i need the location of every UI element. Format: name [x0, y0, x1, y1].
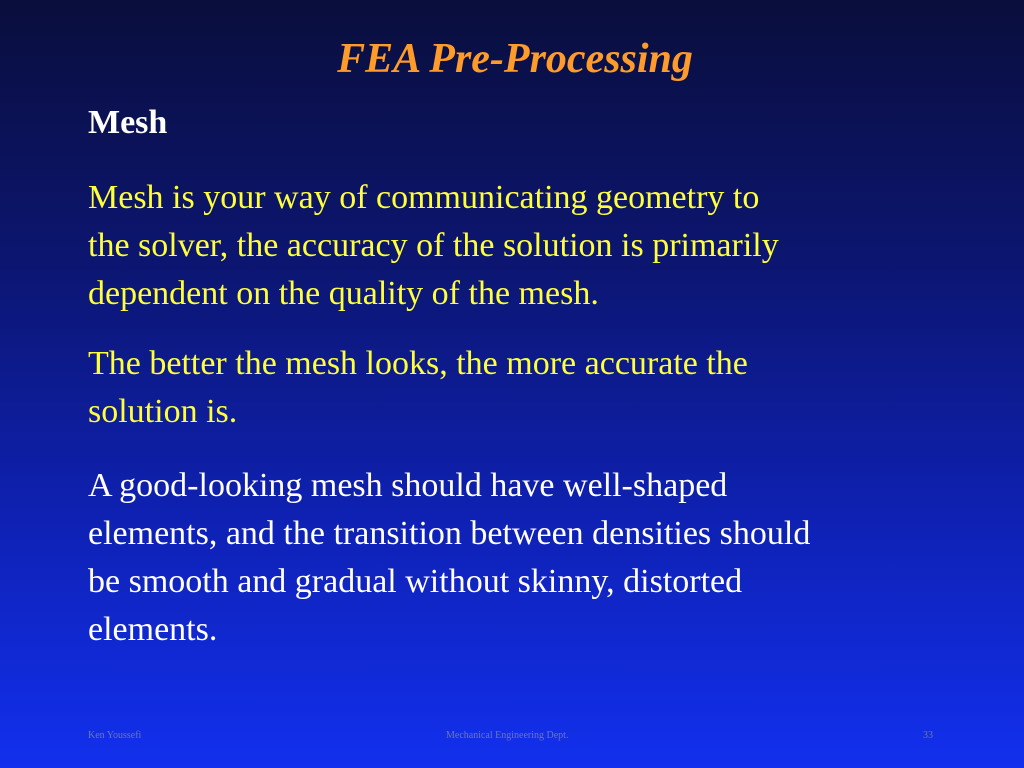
footer-department: Mechanical Engineering Dept. — [446, 730, 569, 741]
section-heading: Mesh — [88, 104, 168, 141]
paragraph-good-mesh — [88, 462, 810, 654]
text-line: Mesh is your way of communicating geometry to — [88, 179, 760, 216]
footer-author: Ken Youssefi — [88, 730, 142, 741]
slide-title: FEA Pre-Processing — [337, 36, 693, 82]
footer-page-number: 33 — [923, 730, 933, 741]
text-line: A good-looking mesh should have well-shaped — [88, 467, 728, 504]
paragraph-mesh-definition — [88, 174, 779, 318]
text-line: The better the mesh looks, the more accurate the — [88, 345, 748, 382]
paragraph-mesh-accuracy — [88, 340, 748, 436]
text-line: solution is. — [88, 393, 238, 430]
text-line: elements, and the transition between densities should — [88, 515, 811, 552]
text-line: elements. — [88, 611, 218, 648]
text-line: the solver, the accuracy of the solution is primarily — [88, 227, 779, 264]
text-line: be smooth and gradual without skinny, distorted — [88, 563, 743, 600]
text-line: dependent on the quality of the mesh. — [88, 275, 599, 312]
